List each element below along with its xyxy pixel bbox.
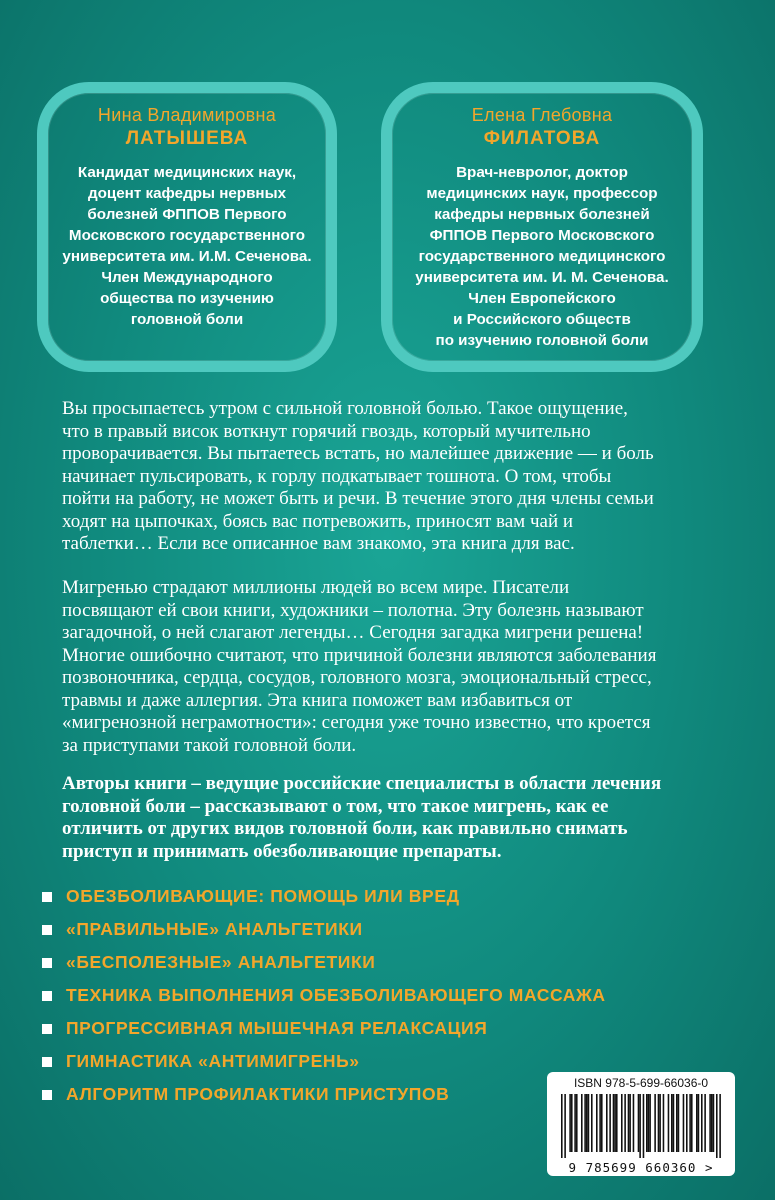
bio-line: по изучению головной боли [435,332,649,349]
author-last-name: ЛАТЫШЕВА [125,128,249,149]
text-line: начинает пульсировать, к горлу подкатывает тошнота. О том, чтобы [62,465,612,487]
bio-line: Кандидат медицинских наук, [77,164,297,181]
text-line: пойти на работу, не может быть и речи. В течение этого дня члены семьи [62,488,654,509]
bio-line: доцент кафедры нервных [87,185,287,202]
text-line: травмы и даже аллергия. Эта книга поможет вам избавиться от [62,689,573,711]
barcode-bar [581,1094,583,1152]
barcode-bar [591,1094,593,1152]
barcode-bar [709,1094,711,1152]
barcode-bar [668,1094,670,1152]
list-item [42,1045,606,1078]
list-item [42,880,606,913]
bio-line: ФППОВ Первого Московского [429,227,655,244]
barcode-bar [629,1094,631,1152]
barcode-bar [716,1094,718,1158]
barcode-bar [643,1094,645,1158]
author-card-latysheva [37,82,337,372]
barcode-bar [596,1094,598,1152]
bio-line: болезней ФППОВ Первого [87,206,287,223]
list-item-label: ТЕХНИКА ВЫПОЛНЕНИЯ ОБЕЗБОЛИВАЮЩЕГО МАССАЖА [66,985,606,1005]
barcode-bar [613,1094,615,1152]
barcode-bar [698,1094,700,1152]
barcode-bar [638,1094,640,1152]
barcode-bar [663,1094,665,1152]
list-item-label: ПРОГРЕССИВНАЯ МЫШЕЧНАЯ РЕЛАКСАЦИЯ [66,1018,488,1038]
square-bullet-icon [42,892,52,902]
bio-line: медицинских наук, профессор [426,185,658,202]
barcode-bar [606,1094,608,1152]
barcode-bar [648,1094,650,1152]
barcode-bar [561,1094,563,1158]
barcode-bar [621,1094,623,1152]
bio-line: университета им. И.М. Сеченова. [62,248,312,265]
barcode-bar [574,1094,576,1152]
list-item-label: АЛГОРИТМ ПРОФИЛАКТИКИ ПРИСТУПОВ [66,1084,450,1104]
barcode-bar [646,1094,648,1152]
list-item [42,946,606,979]
barcode-bar [614,1094,616,1152]
author-bio [392,162,692,351]
barcode-bar [711,1094,713,1152]
barcode-bar [658,1094,660,1152]
barcode-bar [628,1094,630,1152]
list-item-label: «ПРАВИЛЬНЫЕ» АНАЛЬГЕТИКИ [66,919,363,939]
author-first-name: Елена Глебовна [471,105,613,125]
barcode-bar [701,1094,703,1152]
bio-line: Член Европейского [468,290,616,307]
bio-line: Член Международного [101,269,273,286]
barcode-bar [569,1094,571,1152]
square-bullet-icon [42,1024,52,1034]
text-line: Авторы книги – ведущие российские специалисты в области лечения [62,773,662,794]
barcode-bar [624,1094,626,1152]
isbn-label: ISBN 978-5-699-66036-0 [573,1076,709,1090]
list-item [42,913,606,946]
barcode-bar [584,1094,586,1152]
barcode-bar [676,1094,678,1152]
intro-paragraph [62,398,722,556]
square-bullet-icon [42,991,52,1001]
barcode-bar [599,1094,601,1152]
list-item [42,979,606,1012]
bio-line: кафедры нервных болезней [434,206,650,223]
bio-line: и Российского обществ [453,311,631,328]
barcode-bar [609,1094,611,1152]
authors-paragraph [62,773,722,863]
barcode-bar [616,1094,618,1152]
topics-list [42,880,606,1111]
bio-line: Московского государственного [68,227,306,244]
barcode-panel [547,1072,735,1176]
list-item-label: «БЕСПОЛЕЗНЫЕ» АНАЛЬГЕТИКИ [66,952,376,972]
text-line: проворачивается. Вы пытаетесь встать, но малейшее движение — и боль [62,443,654,464]
text-line: «мигренозной неграмотности»: сегодня уже точно известно, что кроется [62,712,651,733]
text-line: Мигренью страдают миллионы людей во всем мире. Писатели [62,577,570,598]
barcode-bar [564,1094,566,1158]
barcode-bar [576,1094,578,1152]
barcode-bar [678,1094,680,1152]
barcode-bar [633,1094,635,1152]
square-bullet-icon [42,925,52,935]
text-line: что в правый висок воткнут горячий гвоздь, который мучительно [62,420,591,442]
text-line: Вы просыпаетесь утром с сильной головной болью. Такое ощущение, [62,398,628,419]
author-first-name: Нина Владимировна [97,105,277,125]
text-line: за приступами такой головной боли. [62,734,357,756]
text-line: позвоночника, сердца, сосудов, головного мозга, эмоциональный стресс, [62,667,652,688]
author-bio [48,162,326,330]
barcode-bar [704,1094,706,1152]
barcode-bar [713,1094,715,1152]
list-item-label: ОБЕЗБОЛИВАЮЩИЕ: ПОМОЩЬ ИЛИ ВРЕД [66,886,460,906]
barcode-bar [686,1094,688,1152]
text-line: головной боли – рассказывают о том, что такое мигрень, как ее [62,795,609,817]
barcode-bar [571,1094,573,1152]
barcode-bar [691,1094,693,1152]
text-line: загадочной, о ней слагают легенды… Сегодня загадка мигрени решена! [62,622,644,643]
barcode-bar [588,1094,590,1152]
author-card-filatova [381,82,703,372]
text-line: таблетки… Если все описанное вам знакомо, эта книга для вас. [62,533,575,554]
barcode-bar [659,1094,661,1152]
barcode-bar [649,1094,651,1152]
barcode-bar [719,1094,721,1158]
author-last-name: ФИЛАТОВА [483,128,601,149]
text-line: отличить от других видов головной боли, как правильно снимать [62,818,628,839]
text-line: посвящают ей свои книги, художники – полотна. Эту болезнь называют [62,599,644,621]
barcode-icon [561,1094,721,1158]
migraine-paragraph [62,577,722,757]
square-bullet-icon [42,1057,52,1067]
barcode-digits: 9 785699 660360 > [568,1160,714,1175]
barcode-bar [673,1094,675,1152]
bio-line: общества по изучению [100,290,274,307]
square-bullet-icon [42,1090,52,1100]
barcode-bar [601,1094,603,1152]
bio-line: университета им. И. М. Сеченова. [415,269,669,286]
bio-line: Врач-невролог, доктор [456,164,628,181]
barcode-bar [671,1094,673,1152]
list-item [42,1078,606,1111]
list-item-label: ГИМНАСТИКА «АНТИМИГРЕНЬ» [66,1051,360,1071]
text-line: Многие ошибочно считают, что причиной болезни являются заболевания [62,644,657,666]
barcode-bar [586,1094,588,1152]
barcode-bar [639,1094,641,1158]
text-line: приступ и принимать обезболивающие препараты. [62,840,502,862]
barcode-bar [696,1094,698,1152]
barcode-bar [683,1094,685,1152]
barcode-bar [689,1094,691,1152]
text-line: ходят на цыпочках, боясь вас потревожить, приносят вам чай и [62,510,574,532]
bio-line: государственного медицинского [418,248,666,265]
list-item [42,1012,606,1045]
barcode-bar [654,1094,656,1152]
bio-line: головной боли [130,311,244,328]
square-bullet-icon [42,958,52,968]
